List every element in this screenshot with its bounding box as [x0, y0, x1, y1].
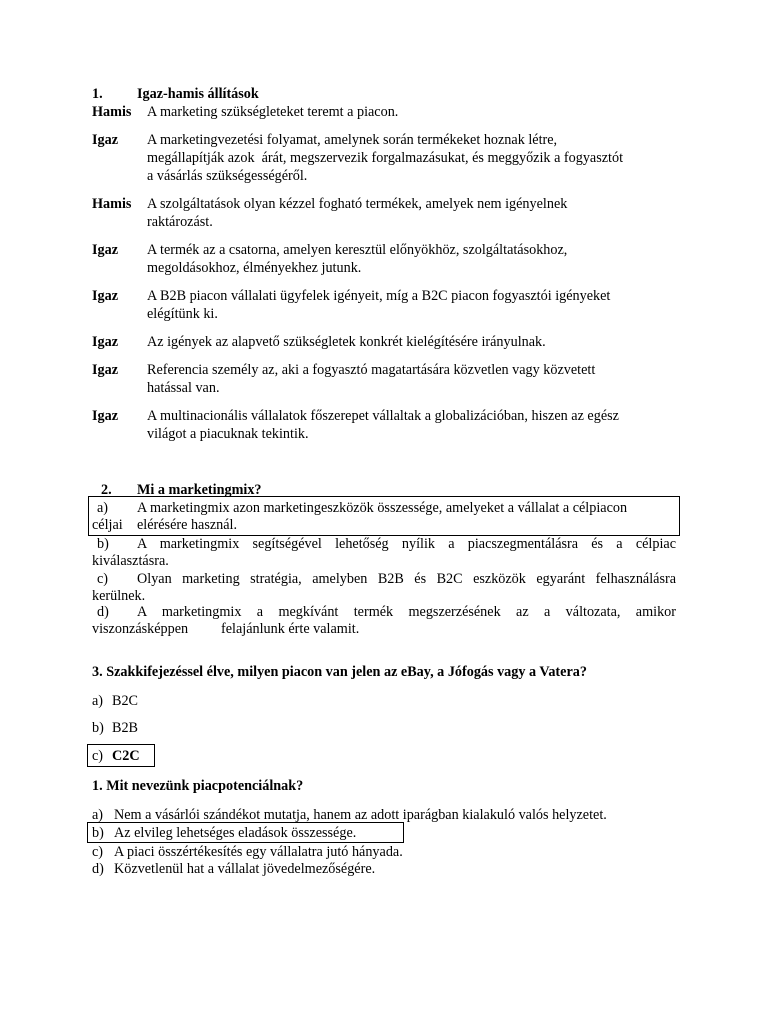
- tf-statement: világot a piacuknak tekintik.: [147, 426, 309, 442]
- option-letter: b): [97, 536, 109, 552]
- tf-statement: megoldásokhoz, élményekhez jutunk.: [147, 260, 362, 276]
- option-letter: b): [92, 720, 104, 736]
- option-text: Közvetlenül hat a vállalat jövedelmezőségére.: [114, 861, 376, 877]
- section3-title: 3. Szakkifejezéssel élve, milyen piacon van jelen az eBay, a Jófogás vagy a Vatera?: [92, 664, 587, 680]
- option-letter: a): [92, 807, 104, 823]
- tf-statement: a vásárlás szükségességéről.: [147, 168, 308, 184]
- tf-label: Hamis: [92, 104, 132, 120]
- tf-statement: raktározást.: [147, 214, 213, 230]
- option-text-lead: céljai: [92, 517, 123, 533]
- tf-statement: Referencia személy az, aki a fogyasztó magatartására közvetlen vagy közvetett: [147, 362, 596, 378]
- tf-statement: A termék az a csatorna, amelyen keresztül előnyökhöz, szolgáltatásokhoz,: [147, 242, 568, 258]
- option-text: kiválasztásra.: [92, 553, 169, 569]
- option-letter: c): [92, 748, 104, 764]
- tf-statement: elégítünk ki.: [147, 306, 218, 322]
- option-text: felajánlunk érte valamit.: [221, 621, 360, 637]
- option-text: Nem a vásárlói szándékot mutatja, hanem az adott iparágban kialakuló valós helyzetet.: [114, 807, 607, 823]
- option-letter: d): [97, 604, 109, 620]
- option-text: A marketingmix segítségével lehetőség nyílik a piacszegmentálásra és a célpiac: [137, 536, 676, 552]
- tf-label: Igaz: [92, 288, 119, 304]
- option-text: A marketingmix a megkívánt termék megszerzésének az a változata, amikor: [137, 604, 676, 620]
- tf-statement: A marketing szükségleteket teremt a piacon.: [147, 104, 399, 120]
- option-text: B2B: [112, 720, 139, 736]
- tf-label: Hamis: [92, 196, 132, 212]
- tf-statement: A marketingvezetési folyamat, amelynek során termékeket hoznak létre,: [147, 132, 558, 148]
- option-letter: a): [97, 500, 109, 516]
- tf-label: Igaz: [92, 362, 119, 378]
- tf-statement: Az igények az alapvető szükségletek konkrét kielégítésére irányulnak.: [147, 334, 546, 350]
- option-text: kerülnek.: [92, 588, 146, 604]
- tf-label: Igaz: [92, 334, 119, 350]
- option-text: C2C: [112, 748, 140, 764]
- option-letter: b): [92, 825, 104, 841]
- section2-number: 2.: [101, 482, 112, 498]
- tf-statement: A szolgáltatások olyan kézzel fogható termékek, amelyek nem igényelnek: [147, 196, 568, 212]
- tf-statement: A B2B piacon vállalati ügyfelek igényeit, míg a B2C piacon fogyasztói igényeket: [147, 288, 611, 304]
- tf-statement: hatással van.: [147, 380, 220, 396]
- option-letter: d): [92, 861, 104, 877]
- section1-title: Igaz-hamis állítások: [137, 86, 259, 102]
- option-text-lead: viszonzásképpen: [92, 621, 189, 637]
- option-letter: c): [92, 844, 104, 860]
- section2-title: Mi a marketingmix?: [137, 482, 262, 498]
- tf-label: Igaz: [92, 132, 119, 148]
- option-text: elérésére használ.: [137, 517, 238, 533]
- tf-label: Igaz: [92, 408, 119, 424]
- section4-title: 1. Mit nevezünk piacpotenciálnak?: [92, 778, 304, 794]
- option-letter: a): [92, 693, 104, 709]
- option-text: Az elvileg lehetséges eladások összessége.: [114, 825, 357, 841]
- option-text: A piaci összértékesítés egy vállalatra jutó hányada.: [114, 844, 403, 860]
- tf-statement: A multinacionális vállalatok főszerepet vállaltak a globalizációban, hiszen az egész: [147, 408, 619, 424]
- tf-statement: megállapítják azok árát, megszervezik forgalmazásukat, és meggyőzik a fogyasztót: [147, 150, 624, 166]
- option-text: A marketingmix azon marketingeszközök összessége, amelyeket a vállalat a célpiacon: [137, 500, 628, 516]
- option-letter: c): [97, 571, 109, 587]
- tf-label: Igaz: [92, 242, 119, 258]
- option-text: B2C: [112, 693, 139, 709]
- option-text: Olyan marketing stratégia, amelyben B2B és B2C eszközök egyaránt felhasználásra: [137, 571, 676, 587]
- section1-number: 1.: [92, 86, 103, 102]
